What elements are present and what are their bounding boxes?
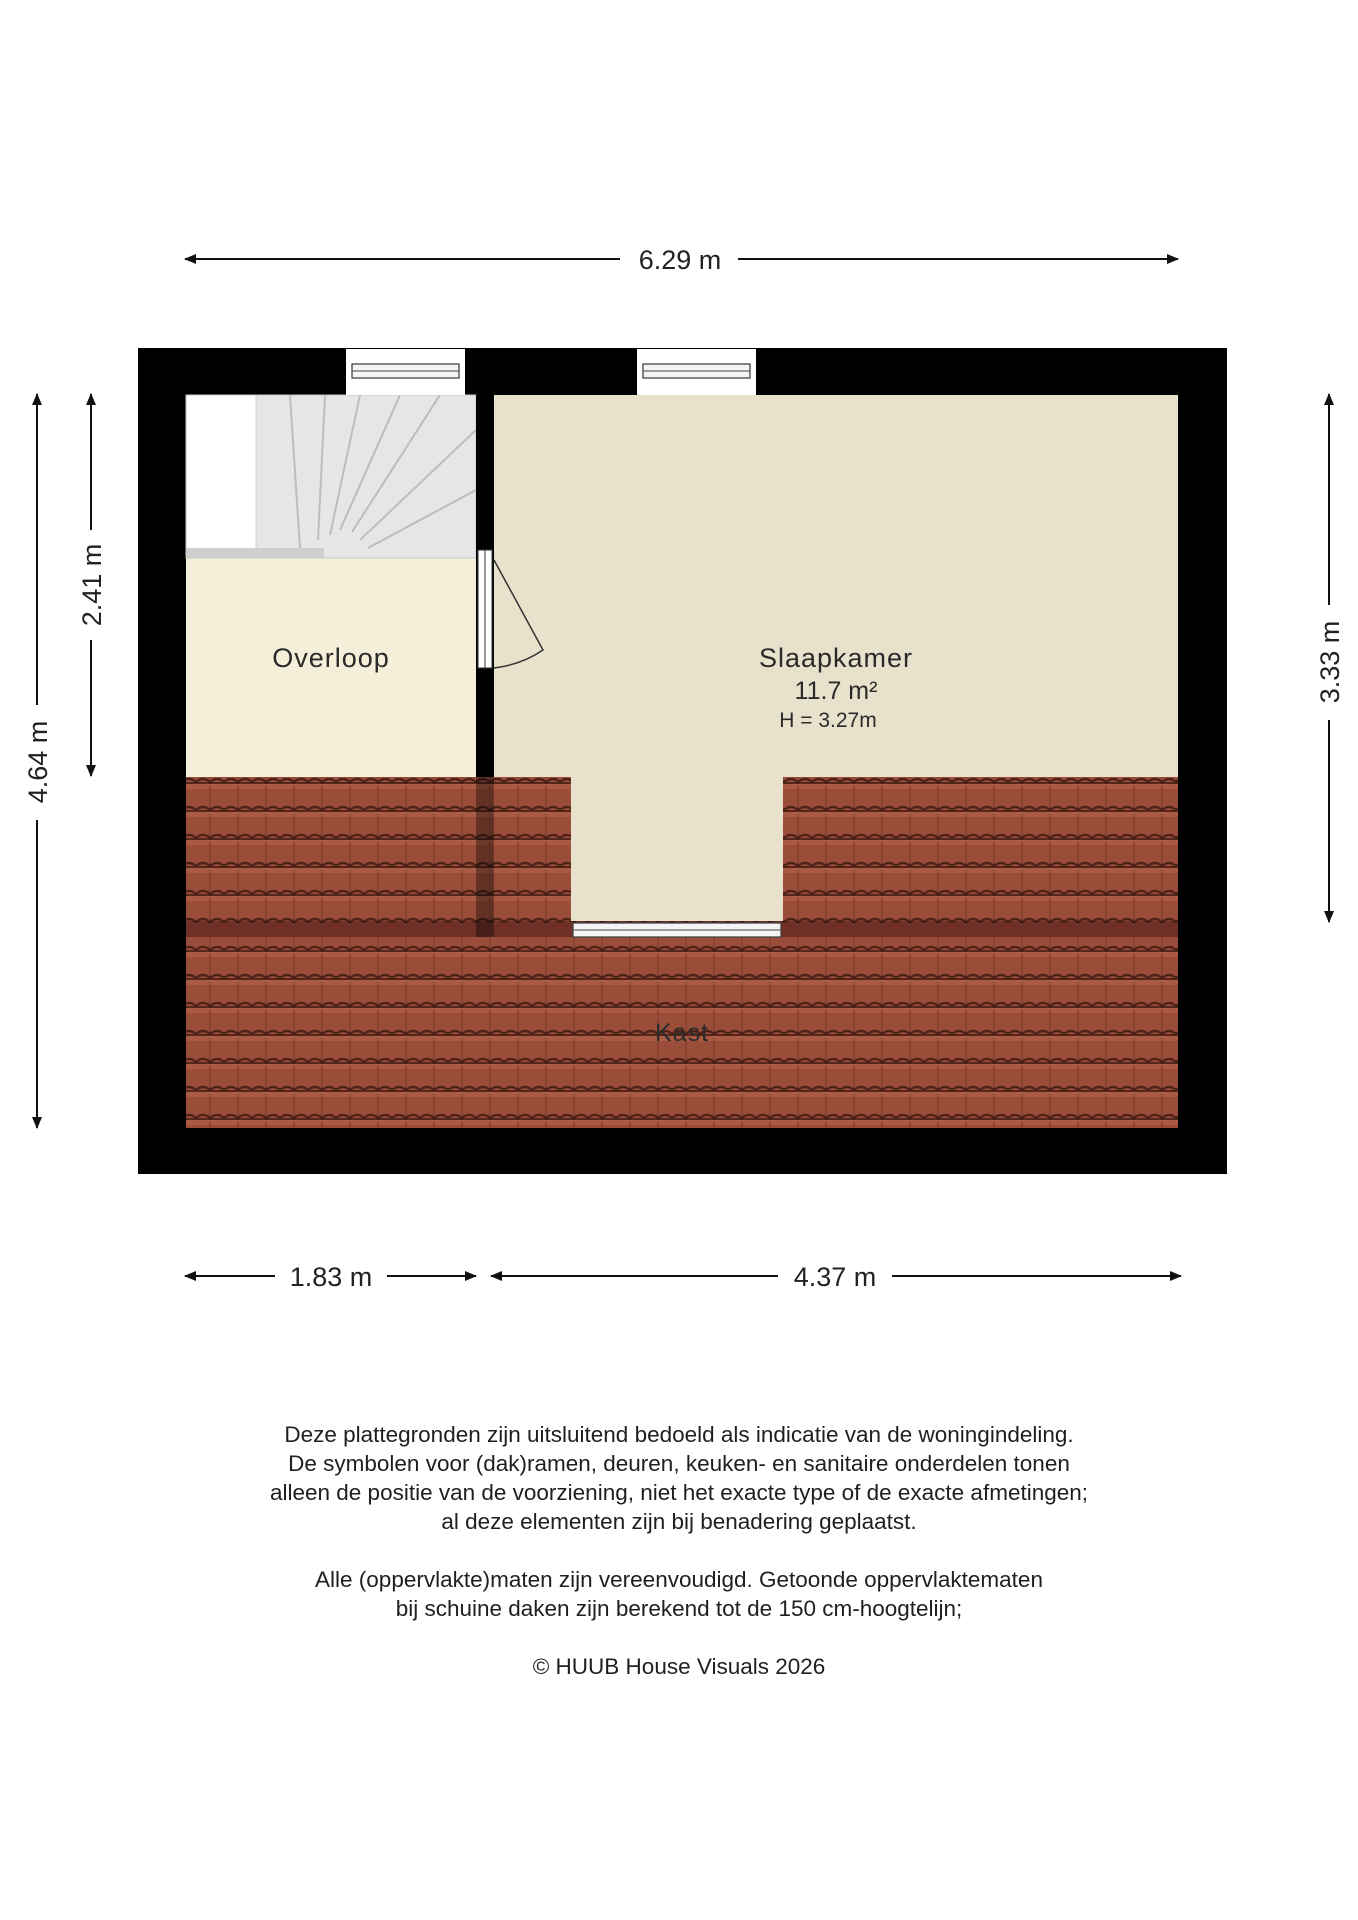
- copyright: © HUUB House Visuals 2026: [532, 1654, 826, 1679]
- disclaimer-line: bij schuine daken zijn berekend tot de 150 cm-hoogtelijn;: [395, 1596, 963, 1621]
- dimension-right-height: [1315, 394, 1345, 922]
- dimension-bottom-right-width: [491, 1262, 1181, 1292]
- slaapkamer-dormer-floor: [571, 777, 783, 937]
- dimension-top-width: [185, 245, 1178, 275]
- room-height-slaapkamer: H = 3.27m: [779, 709, 877, 732]
- room-label-slaapkamer: Slaapkamer: [758, 643, 914, 673]
- dimension-left-inner-height: [77, 394, 107, 776]
- window-slaapkamer: [637, 349, 756, 395]
- disclaimer-line: al deze elementen zijn bij benadering geplaatst.: [441, 1509, 917, 1534]
- disclaimer-line: De symbolen voor (dak)ramen, deuren, keuken- en sanitaire onderdelen tonen: [288, 1451, 1070, 1476]
- disclaimer-line: Alle (oppervlakte)maten zijn vereenvoudigd. Getoonde oppervlaktematen: [315, 1567, 1043, 1592]
- svg-text:1.83 m: 1.83 m: [289, 1262, 373, 1292]
- svg-text:2.41 m: 2.41 m: [77, 543, 107, 627]
- disclaimer-line: alleen de positie van de voorziening, niet het exacte type of de exacte afmetingen;: [269, 1480, 1089, 1505]
- room-label-kast: Kast: [654, 1019, 710, 1047]
- disclaimer-paragraph-2: [0, 1565, 1358, 1623]
- room-label-overloop: Overloop: [272, 643, 390, 673]
- disclaimer: [0, 1420, 1358, 1681]
- dimension-bottom-left-width: [185, 1262, 476, 1292]
- svg-text:3.33 m: 3.33 m: [1315, 620, 1345, 704]
- svg-text:4.64 m: 4.64 m: [23, 720, 53, 804]
- room-area-slaapkamer: 11.7 m²: [794, 677, 878, 705]
- window-dormer: [573, 923, 781, 937]
- svg-text:4.37 m: 4.37 m: [793, 1262, 877, 1292]
- disclaimer-paragraph-1: [0, 1420, 1358, 1536]
- window-overloop: [346, 349, 465, 395]
- staircase: [186, 395, 476, 558]
- svg-text:6.29 m: 6.29 m: [638, 245, 722, 275]
- disclaimer-line: Deze plattegronden zijn uitsluitend bedoeld als indicatie van de woningindeling.: [284, 1422, 1074, 1447]
- dimension-left-outer-height: [23, 394, 53, 1128]
